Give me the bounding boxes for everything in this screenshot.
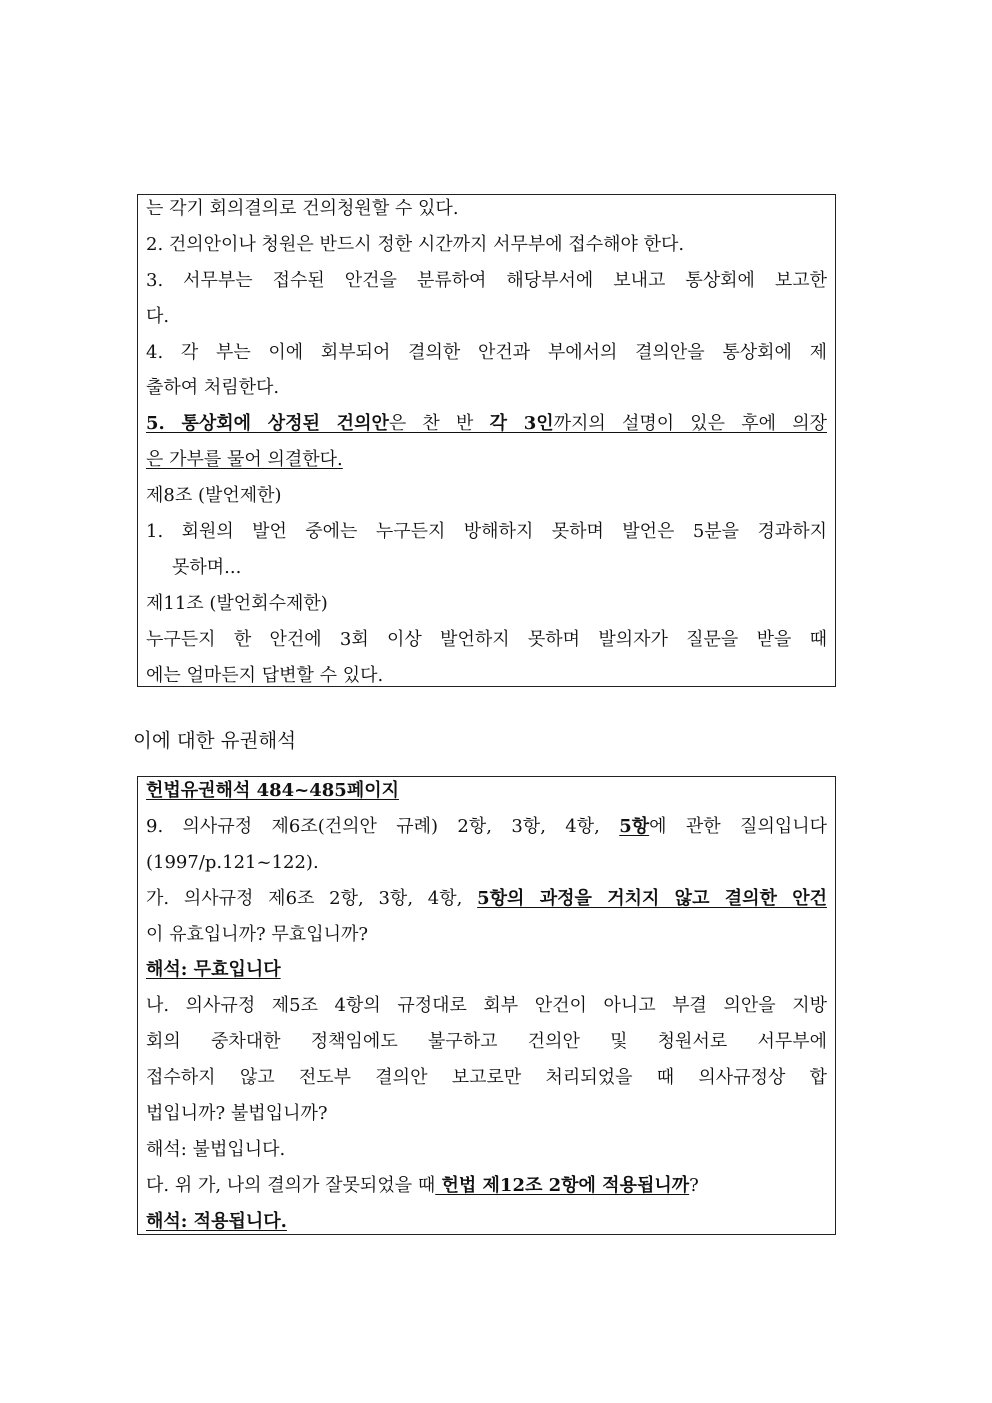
- bold-phrase: 5. 통상회에 상정된 건의안: [146, 413, 389, 435]
- text-line: 나. 의사규정 제5조 4항의 규정대로 회부 안건이 아니고 부결 의안을 지방: [146, 995, 827, 1017]
- bold-phrase: 5항: [619, 815, 650, 837]
- plain-phrase: 다. 위 가, 나의 결의가 잘못되었을 때: [146, 1174, 436, 1196]
- text-line: 이 유효입니까? 무효입니까?: [146, 923, 369, 945]
- text-line: 회의 중차대한 정책임에도 불구하고 건의안 및 청원서로 서무부에: [146, 1031, 827, 1053]
- text-line: 출하여 처림한다.: [146, 377, 280, 399]
- text-line: 에는 얼마든지 답변할 수 있다.: [146, 664, 384, 686]
- interpretation-source-title: 헌법유권해석 484~485페이지: [146, 780, 399, 801]
- text-line: 4. 각 부는 이에 회부되어 결의한 안건과 부에서의 결의안을 통상회에 제: [146, 341, 827, 363]
- text-line: [146, 813, 827, 849]
- interpretation-box: [137, 776, 836, 1235]
- plain-phrase: 에 관한 질의입니다: [649, 815, 828, 837]
- answer-line: 해석: 적용됩니다.: [146, 1210, 287, 1232]
- text-line: 는 각기 회의결의로 건의청원할 수 있다.: [146, 198, 459, 219]
- text-line: [146, 1172, 827, 1208]
- highlighted-clause-line: [146, 410, 827, 446]
- text-line: 1. 회원의 발언 중에는 누구든지 방해하지 못하며 발언은 5분을 경과하지: [146, 521, 827, 543]
- plain-phrase: 은 찬 반: [388, 413, 490, 435]
- plain-phrase: 가. 의사규정 제6조 2항, 3항, 4항,: [146, 887, 478, 909]
- plain-phrase: 까지의 설명이 있은 후에 의장: [553, 413, 827, 435]
- answer-line: 해석: 무효입니다: [146, 959, 281, 981]
- text-line: 법입니까? 불법입니까?: [146, 1103, 328, 1125]
- plain-phrase: ?: [689, 1174, 699, 1196]
- text-line: 누구든지 한 안건에 3회 이상 발언하지 못하며 발의자가 질문을 받을 때: [146, 628, 827, 650]
- article-heading: 제11조 (발언회수제한): [146, 592, 328, 614]
- bold-phrase: 5항의 과정을 거치지 않고 결의한 안건: [477, 887, 828, 909]
- plain-phrase: 9. 의사규정 제6조(건의안 규례) 2항, 3항, 4항,: [146, 815, 620, 837]
- text-line: (1997/p.121~122).: [146, 851, 319, 873]
- text-line: 다.: [146, 305, 170, 327]
- text-line: 3. 서무부는 접수된 안건을 분류하여 해당부서에 보내고 통상회에 보고한: [146, 269, 827, 291]
- text-line: [146, 885, 827, 921]
- highlighted-clause-line: 은 가부를 물어 의결한다.: [146, 449, 343, 471]
- text-line: 2. 건의안이나 청원은 반드시 정한 시간까지 서무부에 접수해야 한다.: [146, 233, 685, 255]
- regulation-excerpt-box: [137, 194, 836, 687]
- section-heading: 이에 대한 유권해석: [133, 729, 297, 752]
- answer-line: 해석: 불법입니다.: [146, 1138, 286, 1160]
- text-line: 못하며...: [172, 556, 242, 578]
- article-heading: 제8조 (발언제한): [146, 485, 282, 507]
- text-line: 접수하지 않고 전도부 결의안 보고로만 처리되었을 때 의사규정상 합: [146, 1067, 827, 1089]
- bold-phrase: 헌법 제12조 2항에 적용됩니까: [435, 1174, 690, 1196]
- bold-phrase: 각 3인: [489, 413, 554, 435]
